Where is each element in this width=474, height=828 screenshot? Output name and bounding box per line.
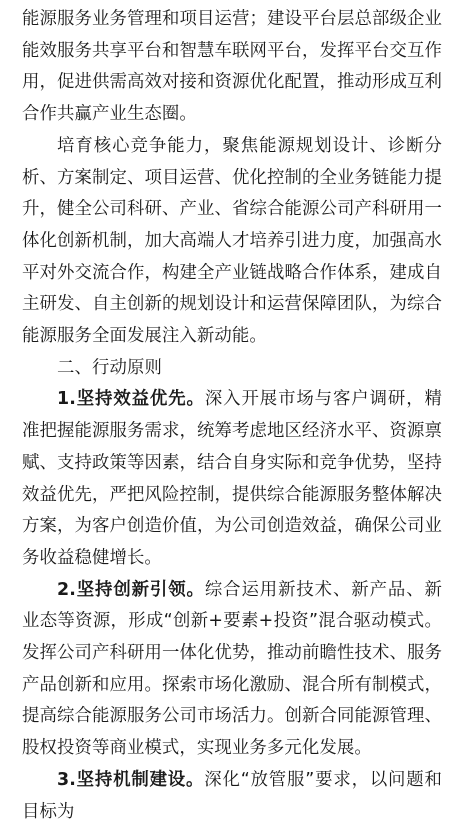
continuation-paragraph: [22, 4, 442, 131]
principle-text: 综合运用新技术、新产品、新业态等资源，形成“创新+要素+投资”混合驱动模式。发挥公司产科研用一体化优势，推动前瞻性技术、服务产品创新和应用。探索市场化激励、混合所有制模式，提高综合能源服务公司市场活力。创新合同能源管理、股权投资等商业模式，实现业务多元化发展。: [22, 579, 442, 759]
section-heading: [22, 353, 442, 385]
capability-paragraph: [22, 131, 442, 353]
principle-mechanism: [22, 765, 442, 828]
section-heading-text: 二、行动原则: [57, 357, 162, 378]
paragraph-text: 能源服务业务管理和项目运营；建设平台层总部级企业能效服务共享平台和智慧车联网平台，发挥平台交互作用，促进供需高效对接和资源优化配置，推动形成互利合作共赢产业生态圈。: [22, 9, 442, 125]
paragraph-text: 培育核心竞争能力，聚焦能源规划设计、诊断分析、方案制定、项目运营、优化控制的全业务链能力提升，健全公司科研、产业、省综合能源公司产科研用一体化创新机制，加大高端人才培养引进力度，加强高水平对外交流合作，构建全产业链战略合作体系，建成自主研发、自主创新的规划设计和运营保障团队，为综合能源服务全面发展注入新动能。: [22, 135, 442, 347]
principle-lead: 2.坚持创新引领。: [57, 579, 205, 600]
document-body: [22, 4, 442, 828]
principle-text: 深化“放管服”要求，以问题和目标为: [22, 769, 442, 822]
principle-text: 深入开展市场与客户调研，精准把握能源服务需求，统筹考虑地区经济水平、资源禀赋、支持政策等因素，结合自身实际和竞争优势，坚持效益优先，严把风险控制，提供综合能源服务整体解决方案，为客户创造价值，为公司创造效益，确保公司业务收益稳健增长。: [22, 389, 442, 568]
principle-lead: 1.坚持效益优先。: [57, 389, 205, 410]
principle-lead: 3.坚持机制建设。: [57, 769, 205, 790]
principle-efficiency: [22, 384, 442, 574]
principle-innovation: [22, 575, 442, 765]
